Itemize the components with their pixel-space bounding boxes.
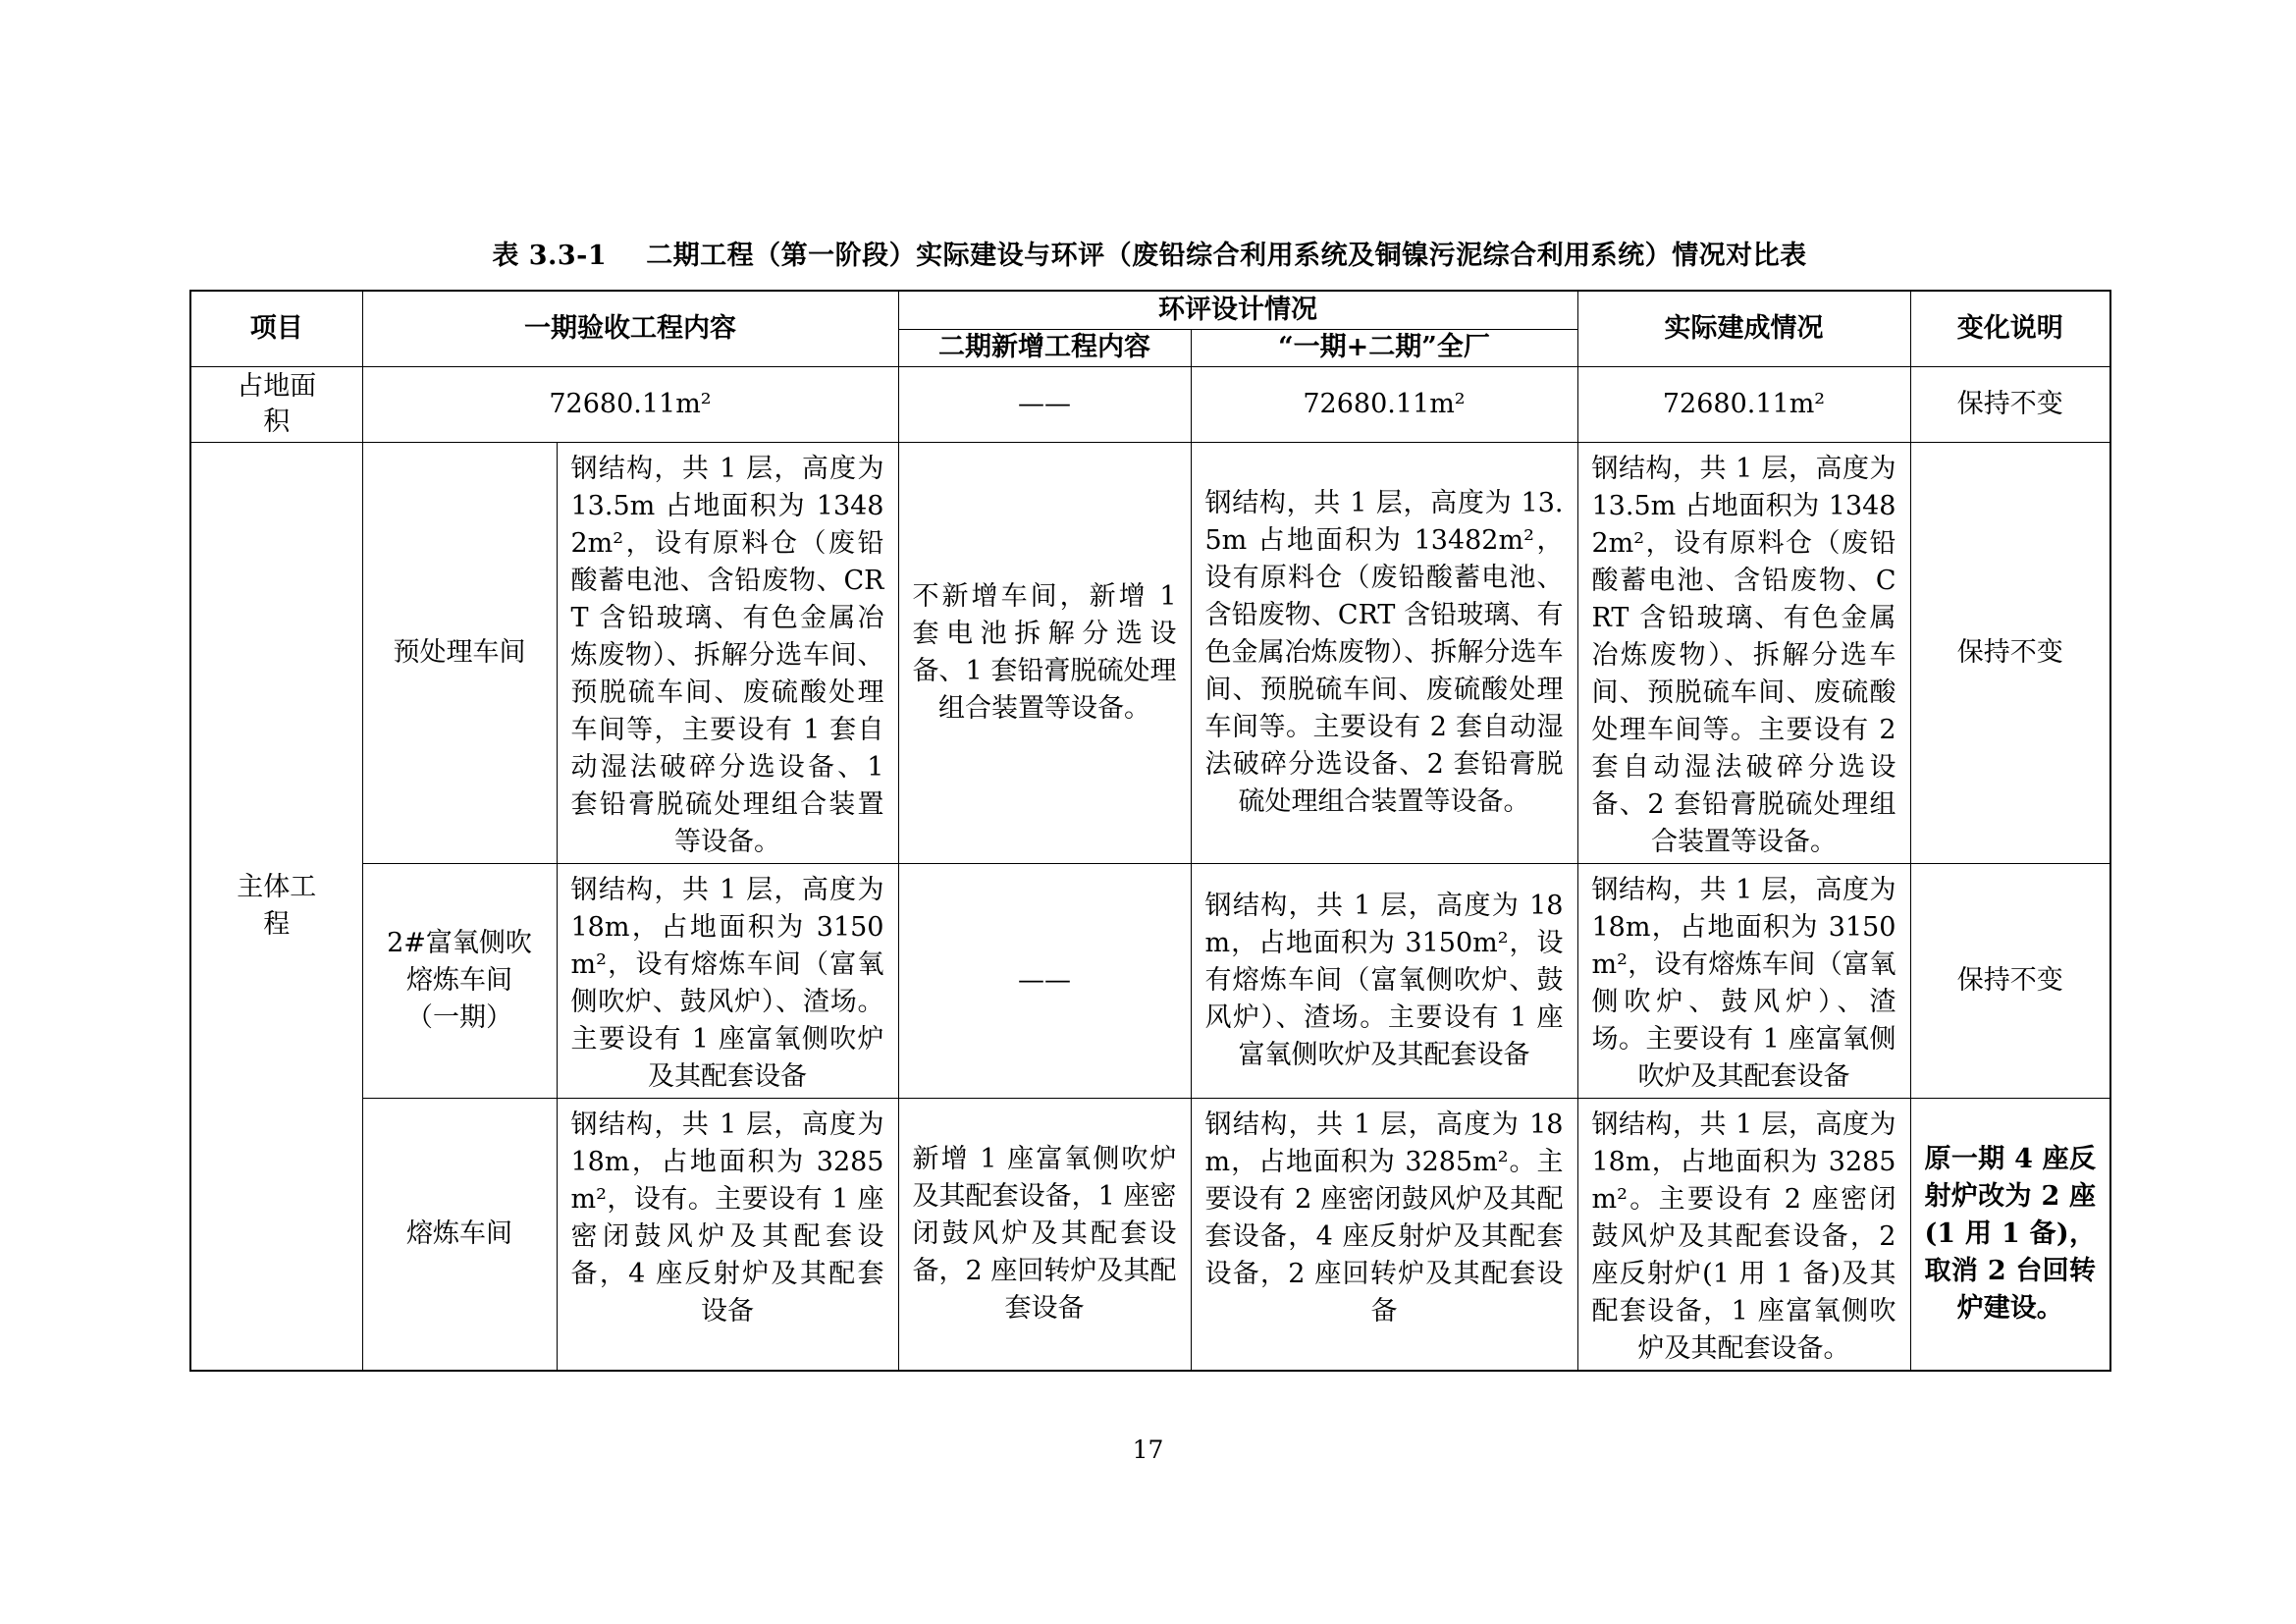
- page-number: 17: [1132, 1435, 1164, 1464]
- header-eia-new: 二期新增工程内容: [898, 329, 1191, 366]
- smelt2-eia-new: ——: [898, 863, 1191, 1098]
- table-row: [190, 442, 2110, 863]
- comparison-table: [189, 290, 2111, 1372]
- table-title: [189, 234, 2109, 272]
- pretreat-actual: 钢结构，共 1 层，高度为 13.5m 占地面积为 13482m²，设有原料仓（废铅酸蓄电池、含铅废物、CRT 含铅玻璃、有色金属冶炼废物）、拆解分选车间、预脱硫车间、废硫酸处理车间等。主要设有 2 套自动湿法破碎分选设备、2 套铅膏脱硫处理组合装置等设备。: [1577, 442, 1910, 863]
- table-caption: 二期工程（第一阶段）实际建设与环评（废铅综合利用系统及铜镍污泥综合利用系统）情况对比表: [646, 241, 1807, 271]
- header-phase1: 一期验收工程内容: [362, 291, 898, 366]
- header-eia-total: “一期+二期”全厂: [1191, 329, 1577, 366]
- main-group-label: 主体工程: [190, 442, 362, 1371]
- table-row: [190, 366, 2110, 442]
- header-item: 项目: [190, 291, 362, 366]
- pretreat-eia-new: 不新增车间，新增 1 套电池拆解分选设备、1 套铅膏脱硫处理组合装置等设备。: [898, 442, 1191, 863]
- area-change: 保持不变: [1910, 366, 2110, 442]
- table-number: 表 3.3-1: [492, 241, 608, 271]
- smelt2-phase1: 钢结构，共 1 层，高度为 18m，占地面积为 3150m²，设有熔炼车间（富氧侧吹炉、鼓风炉）、渣场。主要设有 1 座富氧侧吹炉及其配套设备: [557, 863, 898, 1098]
- table-row: [190, 863, 2110, 1098]
- table-row: [190, 1098, 2110, 1371]
- pretreat-eia-total: 钢结构，共 1 层，高度为 13.5m 占地面积为 13482m²，设有原料仓（废铅酸蓄电池、含铅废物、CRT 含铅玻璃、有色金属冶炼废物）、拆解分选车间、预脱硫车间、废硫酸处理车间等。主要设有 2 套自动湿法破碎分选设备、2 套铅膏脱硫处理组合装置等设备。: [1191, 442, 1577, 863]
- row-label-smelt2: 2#富氧侧吹熔炼车间（一期）: [362, 863, 557, 1098]
- smelt2-actual: 钢结构，共 1 层，高度为 18m，占地面积为 3150m²，设有熔炼车间（富氧侧吹炉、鼓风炉）、渣场。主要设有 1 座富氧侧吹炉及其配套设备: [1577, 863, 1910, 1098]
- smelt2-change: 保持不变: [1910, 863, 2110, 1098]
- pretreat-phase1: 钢结构，共 1 层，高度为 13.5m 占地面积为 13482m²，设有原料仓（废铅酸蓄电池、含铅废物、CRT 含铅玻璃、有色金属冶炼废物）、拆解分选车间、预脱硫车间、废硫酸处理车间等，主要设有 1 套自动湿法破碎分选设备、1 套铅膏脱硫处理组合装置等设备。: [557, 442, 898, 863]
- header-row-1: [190, 291, 2110, 329]
- smelt-phase1: 钢结构，共 1 层，高度为 18m，占地面积为 3285m²，设有。主要设有 1 座密闭鼓风炉及其配套设备，4 座反射炉及其配套设备: [557, 1098, 898, 1371]
- row-label-pretreat: 预处理车间: [362, 442, 557, 863]
- pretreat-change: 保持不变: [1910, 442, 2110, 863]
- area-actual: 72680.11m²: [1577, 366, 1910, 442]
- header-change: 变化说明: [1910, 291, 2110, 366]
- area-eia-new: ——: [898, 366, 1191, 442]
- header-eia: 环评设计情况: [898, 291, 1577, 329]
- smelt-eia-new: 新增 1 座富氧侧吹炉及其配套设备，1 座密闭鼓风炉及其配套设备，2 座回转炉及其配套设备: [898, 1098, 1191, 1371]
- row-label-smelt: 熔炼车间: [362, 1098, 557, 1371]
- smelt-eia-total: 钢结构，共 1 层，高度为 18m，占地面积为 3285m²。主要设有 2 座密闭鼓风炉及其配套设备，4 座反射炉及其配套设备，2 座回转炉及其配套设备: [1191, 1098, 1577, 1371]
- smelt-change: 原一期 4 座反射炉改为 2 座(1 用 1 备)，取消 2 台回转炉建设。: [1910, 1098, 2110, 1371]
- area-phase1: 72680.11m²: [362, 366, 898, 442]
- header-actual: 实际建成情况: [1577, 291, 1910, 366]
- row-label-area: 占地面积: [190, 366, 362, 442]
- smelt2-eia-total: 钢结构，共 1 层，高度为 18m，占地面积为 3150m²，设有熔炼车间（富氧侧吹炉、鼓风炉）、渣场。主要设有 1 座富氧侧吹炉及其配套设备: [1191, 863, 1577, 1098]
- area-eia-total: 72680.11m²: [1191, 366, 1577, 442]
- smelt-actual: 钢结构，共 1 层，高度为 18m，占地面积为 3285m²。主要设有 2 座密闭鼓风炉及其配套设备，2 座反射炉(1 用 1 备)及其配套设备，1 座富氧侧吹炉及其配套设备。: [1577, 1098, 1910, 1371]
